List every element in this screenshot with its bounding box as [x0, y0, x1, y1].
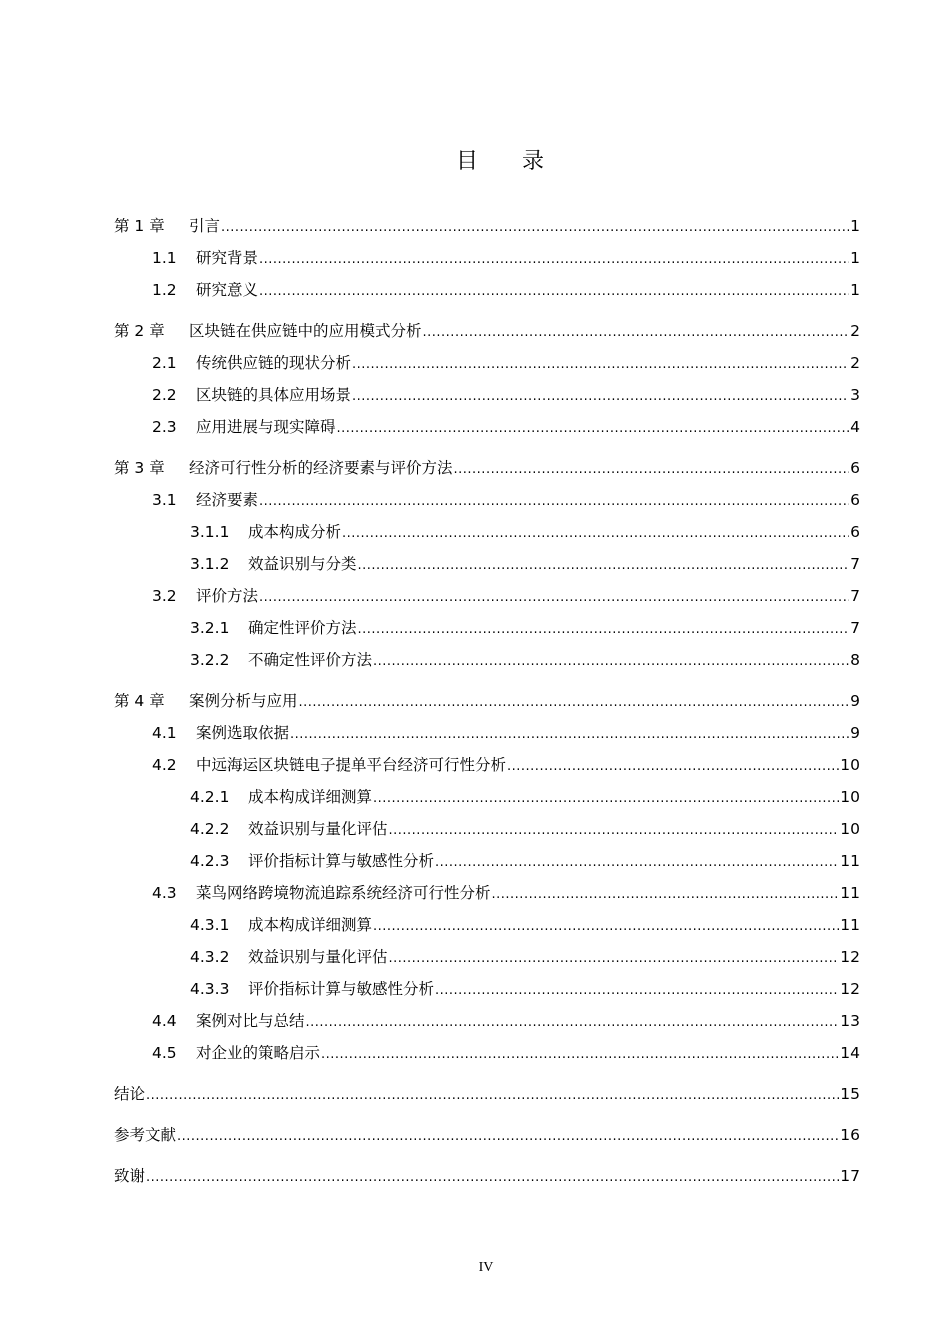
toc-entry-number: 3.1.2 — [190, 555, 230, 573]
toc-entry[interactable] — [114, 242, 860, 274]
toc-entry-number: 第 2 章 — [114, 322, 165, 340]
toc-entry-title: 对企业的策略启示 — [196, 1044, 321, 1062]
toc-dot-leader — [507, 751, 839, 783]
toc-dot-leader — [389, 815, 840, 847]
toc-entry-title: 不确定性评价方法 — [248, 651, 373, 669]
toc-dot-leader — [373, 911, 839, 943]
toc-entry-number: 4.2.3 — [190, 852, 230, 870]
toc-entry-number: 4.1 — [152, 724, 177, 742]
toc-entry-title: 成本构成详细测算 — [248, 916, 373, 934]
toc-entry-title: 致谢 — [114, 1167, 146, 1185]
toc-entry-title: 经济要素 — [196, 491, 259, 509]
toc-entry-page: 7 — [850, 587, 860, 605]
toc-entry-title: 案例选取依据 — [196, 724, 290, 742]
toc-entry-page: 10 — [840, 820, 860, 838]
toc-entry-page: 9 — [850, 692, 860, 710]
toc-entry[interactable] — [114, 411, 860, 443]
toc-entry-title: 菜鸟网络跨境物流追踪系统经济可行性分析 — [196, 884, 491, 902]
title-char-1: 目 — [455, 149, 478, 174]
toc-entry-number: 第 1 章 — [114, 217, 165, 235]
toc-entry[interactable] — [114, 210, 860, 242]
toc-entry-title: 区块链的具体应用场景 — [196, 386, 352, 404]
title-char-2: 录 — [522, 149, 545, 174]
toc-entry-page: 12 — [840, 948, 860, 966]
toc-entry-page: 7 — [850, 619, 860, 637]
toc-dot-leader — [321, 1039, 839, 1071]
toc-entry[interactable] — [114, 379, 860, 411]
toc-entry-page: 10 — [840, 756, 860, 774]
toc-entry-title: 效益识别与分类 — [248, 555, 357, 573]
toc-entry[interactable] — [114, 877, 860, 909]
toc-dot-leader — [435, 975, 839, 1007]
toc-entry-number: 4.3 — [152, 884, 177, 902]
toc-entry[interactable] — [114, 516, 860, 548]
toc-entry-page: 3 — [850, 386, 860, 404]
toc-entry[interactable] — [114, 612, 860, 644]
toc-dot-leader — [299, 687, 850, 719]
toc-dot-leader — [259, 276, 849, 308]
toc-entry-title: 成本构成分析 — [248, 523, 342, 541]
toc-entry[interactable] — [114, 347, 860, 379]
toc-entry-page: 1 — [850, 281, 860, 299]
toc-entry-title: 案例对比与总结 — [196, 1012, 305, 1030]
toc-entry-number: 第 3 章 — [114, 459, 165, 477]
toc-entry[interactable] — [114, 452, 860, 484]
toc-entry-title: 传统供应链的现状分析 — [196, 354, 352, 372]
toc-entry-title: 效益识别与量化评估 — [248, 820, 388, 838]
toc-entry[interactable] — [114, 717, 860, 749]
toc-entry-page: 2 — [850, 354, 860, 372]
toc-entry-number: 1.2 — [152, 281, 177, 299]
toc-dot-leader — [373, 646, 849, 678]
toc-entry[interactable] — [114, 813, 860, 845]
page-title — [0, 144, 950, 175]
toc-entry-page: 6 — [850, 523, 860, 541]
toc-entry[interactable] — [114, 1078, 860, 1110]
toc-entry-page: 9 — [850, 724, 860, 742]
toc-entry-title: 中远海运区块链电子提单平台经济可行性分析 — [196, 756, 507, 774]
toc-entry[interactable] — [114, 1160, 860, 1192]
toc-entry[interactable] — [114, 1005, 860, 1037]
toc-entry[interactable] — [114, 845, 860, 877]
toc-entry-title: 案例分析与应用 — [189, 692, 298, 710]
toc-entry-title: 参考文献 — [114, 1126, 177, 1144]
toc-entry-number: 1.1 — [152, 249, 177, 267]
toc-entry[interactable] — [114, 580, 860, 612]
toc-entry-page: 14 — [840, 1044, 860, 1062]
toc-dot-leader — [146, 1080, 839, 1112]
toc-entry-title: 引言 — [189, 217, 221, 235]
toc-entry-title: 确定性评价方法 — [248, 619, 357, 637]
toc-entry-title: 区块链在供应链中的应用模式分析 — [189, 322, 422, 340]
toc-entry[interactable] — [114, 548, 860, 580]
toc-entry-number: 3.1 — [152, 491, 177, 509]
toc-entry-title: 应用进展与现实障碍 — [196, 418, 336, 436]
toc-entry-page: 16 — [840, 1126, 860, 1144]
toc-entry-page: 15 — [840, 1085, 860, 1103]
toc-entry-page: 4 — [850, 418, 860, 436]
toc-dot-leader — [259, 486, 849, 518]
toc-entry[interactable] — [114, 1037, 860, 1069]
toc-entry-page: 10 — [840, 788, 860, 806]
toc-entry-title: 研究意义 — [196, 281, 259, 299]
toc-entry-number: 4.4 — [152, 1012, 177, 1030]
toc-entry[interactable] — [114, 749, 860, 781]
toc-entry-page: 11 — [840, 884, 860, 902]
toc-entry-number: 4.2.1 — [190, 788, 230, 806]
toc-entry-page: 13 — [840, 1012, 860, 1030]
toc-entry-title: 研究背景 — [196, 249, 259, 267]
toc-entry[interactable] — [114, 909, 860, 941]
page-number-footer: IV — [478, 1260, 494, 1275]
toc-entry-number: 4.3.1 — [190, 916, 230, 934]
toc-entry-page: 11 — [840, 852, 860, 870]
table-of-contents — [114, 210, 860, 1192]
toc-entry-title: 评价指标计算与敏感性分析 — [248, 980, 435, 998]
toc-dot-leader — [259, 244, 849, 276]
toc-entry-number: 3.2 — [152, 587, 177, 605]
toc-dot-leader — [389, 943, 840, 975]
toc-entry-page: 2 — [850, 322, 860, 340]
toc-entry[interactable] — [114, 315, 860, 347]
toc-entry-number: 2.2 — [152, 386, 177, 404]
toc-dot-leader — [177, 1121, 839, 1153]
toc-entry-title: 评价方法 — [196, 587, 259, 605]
toc-dot-leader — [337, 413, 850, 445]
toc-dot-leader — [221, 212, 849, 244]
toc-entry[interactable] — [114, 973, 860, 1005]
toc-entry[interactable] — [114, 781, 860, 813]
toc-entry-number: 2.1 — [152, 354, 177, 372]
toc-entry-title: 效益识别与量化评估 — [248, 948, 388, 966]
toc-entry[interactable] — [114, 274, 860, 306]
toc-entry[interactable] — [114, 685, 860, 717]
toc-entry-page: 7 — [850, 555, 860, 573]
toc-entry-number: 4.3.3 — [190, 980, 230, 998]
toc-dot-leader — [306, 1007, 840, 1039]
toc-dot-leader — [454, 454, 850, 486]
toc-entry-page: 6 — [850, 491, 860, 509]
toc-dot-leader — [259, 582, 849, 614]
toc-entry-number: 3.2.1 — [190, 619, 230, 637]
toc-entry-number: 3.2.2 — [190, 651, 230, 669]
toc-dot-leader — [352, 381, 849, 413]
toc-entry-title: 成本构成详细测算 — [248, 788, 373, 806]
toc-entry-page: 17 — [840, 1167, 860, 1185]
toc-dot-leader — [435, 847, 839, 879]
toc-entry-number: 2.3 — [152, 418, 177, 436]
toc-entry[interactable] — [114, 1119, 860, 1151]
toc-entry[interactable] — [114, 941, 860, 973]
toc-entry[interactable] — [114, 644, 860, 676]
toc-entry-number: 第 4 章 — [114, 692, 165, 710]
toc-entry-page: 6 — [850, 459, 860, 477]
toc-dot-leader — [423, 317, 850, 349]
toc-dot-leader — [352, 349, 849, 381]
toc-entry[interactable] — [114, 484, 860, 516]
toc-dot-leader — [146, 1162, 839, 1194]
toc-dot-leader — [358, 614, 850, 646]
toc-entry-number: 3.1.1 — [190, 523, 230, 541]
toc-dot-leader — [342, 518, 849, 550]
toc-dot-leader — [373, 783, 839, 815]
toc-entry-number: 4.3.2 — [190, 948, 230, 966]
toc-dot-leader — [358, 550, 850, 582]
toc-dot-leader — [492, 879, 840, 911]
toc-entry-page: 11 — [840, 916, 860, 934]
toc-entry-title: 经济可行性分析的经济要素与评价方法 — [189, 459, 453, 477]
toc-entry-page: 8 — [850, 651, 860, 669]
toc-entry-page: 12 — [840, 980, 860, 998]
toc-entry-title: 评价指标计算与敏感性分析 — [248, 852, 435, 870]
toc-entry-title: 结论 — [114, 1085, 146, 1103]
toc-entry-page: 1 — [850, 249, 860, 267]
toc-entry-number: 4.2.2 — [190, 820, 230, 838]
toc-dot-leader — [290, 719, 849, 751]
toc-entry-number: 4.2 — [152, 756, 177, 774]
toc-entry-page: 1 — [850, 217, 860, 235]
toc-entry-number: 4.5 — [152, 1044, 177, 1062]
